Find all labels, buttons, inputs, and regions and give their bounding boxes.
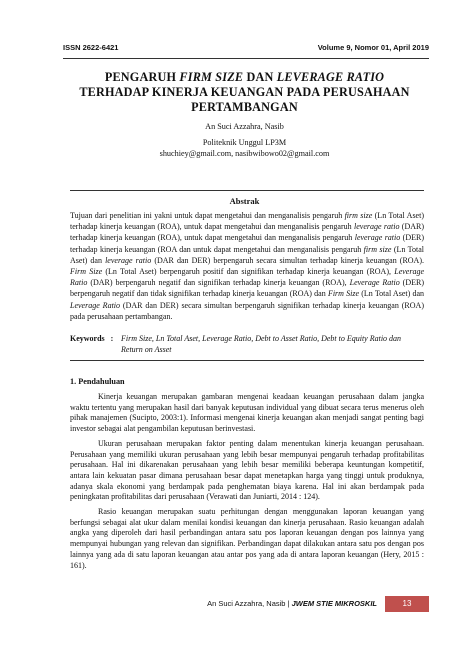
section-heading-pendahuluan: 1. Pendahuluan <box>70 377 125 386</box>
title-leverage-ratio: LEVERAGE RATIO <box>276 70 385 84</box>
abstract-term-italic: Leverage Ratio <box>70 267 425 288</box>
page-footer <box>63 596 429 612</box>
author-emails: shuchiey@gmail.com, nasibwibowo02@gmail.com <box>159 149 330 158</box>
title-line-3: PERTAMBANGAN <box>191 100 298 114</box>
abstract-term-italic: Leverage Ratio <box>70 300 121 310</box>
abstract-text: (Ln Total Aset) dan <box>70 244 424 265</box>
title-line-2: TERHADAP KINERJA KEUANGAN PADA PERUSAHAAN <box>79 85 410 99</box>
paragraph: Ukuran perusahaan merupakan faktor penting dalam menentukan kinerja keuangan perusahaan. Perusahaan yang memiliki ukuran perusahaan yang lebih besar mempunyai pengaruh terhadap profitabilitas perusahaan. Hal ini dikarenakan perusahaan yang lebih besar memiliki beberapa keuntungan kompetitif, antara lain kekuatan pasar dimana perusahaan besar dapat menetapkan harga yang tinggi untuk produknya, adanya skala ekonomi yang berdampak pada penghematan biaya karena. Hal ini akan berdampak pada peningkatan profitabilitas dari perusahaan (Verawati dan Juniarti, 2014 : 124). <box>70 438 424 502</box>
title-word-pengaruh: PENGARUH <box>104 70 177 84</box>
abstract-body <box>70 210 424 322</box>
footer-citation: An Suci Azzahra, Nasib | JWEM STIE MIKROSKIL <box>207 599 377 608</box>
paragraph: Kinerja keuangan merupakan gambaran mengenai keadaan keuangan perusahaan dalam jangka waktu tertentu yang merupakan hasil dari banyak keputusan individual yang dibuat secara terus menerus oleh pihak manajemen (Sucipto, 2003:1). Informasi mengenai kinerja keuangan akan menjadi sangat penting bagi investor sebagai alat pengambilan keputusan berinvestasi. <box>70 392 424 434</box>
abstract-text: (DAR) berpengaruh negatif dan signifikan terhadap kinerja keuangan (ROA), <box>87 278 350 288</box>
section-body <box>70 392 424 575</box>
author-names: An Suci Azzahra, Nasib <box>205 122 284 131</box>
abstract-text: (Ln Total Aset) dan <box>359 289 425 299</box>
page-number: 13 <box>385 596 429 612</box>
abstract-top-rule <box>70 190 424 191</box>
abstract-term-italic: leverage ratio <box>354 233 401 243</box>
abstract-term-italic: firm size <box>344 211 373 220</box>
abstract-term-italic: leverage ratio <box>105 255 152 265</box>
issn-label: ISSN 2622-6421 <box>63 43 119 52</box>
abstract-term-italic: Firm Size <box>327 289 360 299</box>
paper-title <box>55 70 434 115</box>
abstract-term-italic: Firm Size <box>70 267 103 277</box>
abstract-text: (Ln Total Aset) terhadap kinerja keuangan (ROA), untuk dapat mengetahui dan menganalisis pengaruh <box>70 211 424 232</box>
author-block <box>55 121 434 159</box>
abstract-term-italic: leverage ratio <box>354 222 400 232</box>
abstract-text: Tujuan dari penelitian ini yakni untuk dapat mengetahui dan menganalisis pengaruh <box>70 211 345 220</box>
abstract-text: (DAR dan DER) secara simultan berpengaruh signifikan terhadap kinerja keuangan (ROA) pada perusahaan pertambangan. <box>70 300 424 321</box>
running-header <box>63 43 429 57</box>
abstract-term-italic: firm size <box>363 244 392 254</box>
volume-label: Volume 9, Nomor 01, April 2019 <box>317 43 429 52</box>
keywords-label: Keywords : <box>70 334 114 343</box>
title-line-1 <box>55 70 434 85</box>
abstract-text: (DAR) terhadap kinerja keuangan (ROA), untuk dapat mengetahui dan menganalisis pengaruh <box>70 222 425 243</box>
abstract-text: (DER) berpengaruh negatif dan tidak signifikan terhadap kinerja keuangan (ROA) dan <box>70 278 425 299</box>
abstract-text: (DER) terhadap kinerja keuangan (ROA dan untuk dapat mengetahui dan menganalisis pengaruh <box>70 233 424 254</box>
title-firm-size: FIRM SIZE <box>179 70 244 84</box>
header-rule <box>63 58 429 59</box>
keywords-text: Firm Size, Ln Total Aset, Leverage Ratio, Debt to Asset Ratio, Debt to Equity Ratio dan Return on Asset <box>121 334 402 354</box>
author-affiliation: Politeknik Unggul LP3M <box>202 138 287 147</box>
keywords-block <box>70 333 424 355</box>
abstract-heading: Abstrak <box>229 196 260 206</box>
abstract-text: (DAR dan DER) berpengaruh secara simultan terhadap kinerja keuangan (ROA). <box>151 255 424 265</box>
title-word-dan: DAN <box>246 70 274 84</box>
footer-journal: JWEM STIE MIKROSKIL <box>291 599 377 608</box>
abstract-bottom-rule <box>70 360 424 361</box>
abstract-text: (Ln Total Aset) berpengaruh positif dan signifikan terhadap kinerja keuangan (ROA), <box>102 267 395 277</box>
paragraph: Rasio keuangan merupakan suatu perhitungan dengan menggunakan laporan keuangan yang berfungsi sebagai alat ukur dalam menilai kondisi keuangan dan kinerja perusahaan. Rasio keuangan adalah angka yang diperoleh dari hasil perbandingan antara satu pos laporan keuangan dengan pos lainnya yang mempunyai hubungan yang relevan dan signifikan. Perbandingan dapat dilakukan antara satu pos dengan pos lainnya yang ada di satu laporan keuangan atau antar pos yang ada di antara laporan keuangan (Hery, 2015 : 161). <box>70 507 424 570</box>
abstract-term-italic: Leverage Ratio <box>349 278 400 288</box>
